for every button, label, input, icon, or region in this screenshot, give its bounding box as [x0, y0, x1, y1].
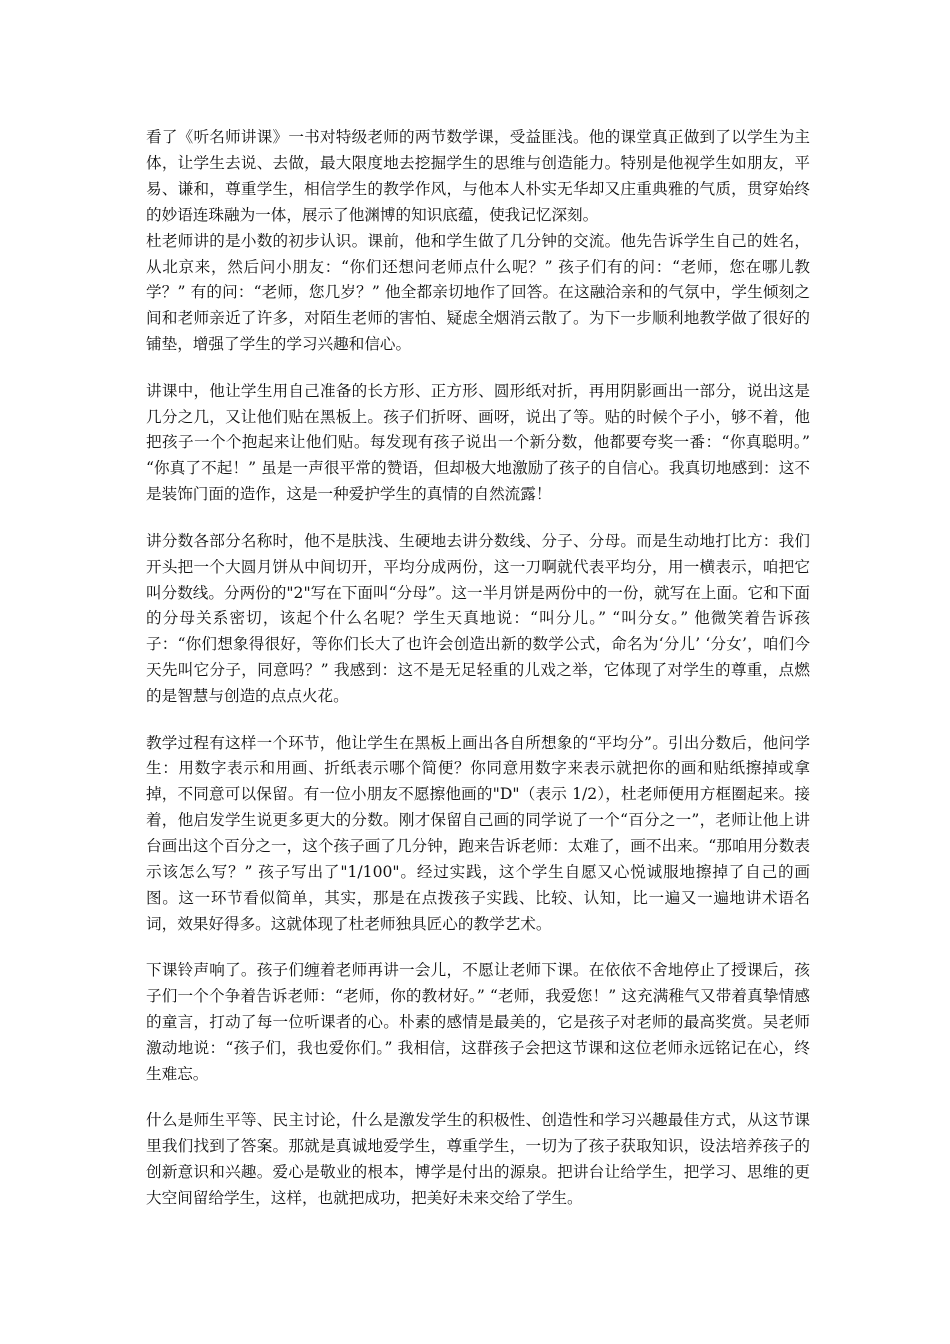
paragraph-class-opening: 杜老师讲的是小数的初步认识。课前，他和学生做了几分钟的交流。他先告诉学生自己的姓名，从北京来，然后问小朋友：“你们还想问老师点什么呢？” 孩子们有的问：“老师，您在哪儿教学？” 有的问：“老师，您几岁？” 他全都亲切地作了回答。在这融洽亲和的气氛中，学生倾刻之间和老师亲近了许多，对陌生老师的害怕、疑虑全烟消云散了。为下一步顺利地教学做了很好的铺垫，增强了学生的学习兴趣和信心。	[146, 231, 810, 354]
paragraph-class-end: 下课铃声响了。孩子们缠着老师再讲一会儿，不愿让老师下课。在依依不舍地停止了授课后，孩子们一个个争着告诉老师：“老师，你的教材好。” “老师，我爱您！” 这充满稚气又带着真挚情感的童言，打动了每一位听课者的心。朴素的感情是最美的，它是孩子对老师的最高奖赏。吴老师激动地说：“孩子们，我也爱你们。” 我相信，这群孩子会把这节课和这位老师永远铭记在心，终生难忘。	[146, 961, 810, 1083]
paragraph-intro: 看了《听名师讲课》一书对特级老师的两节数学课，受益匪浅。他的课堂真正做到了以学生为主体，让学生去说、去做，最大限度地去挖掘学生的思维与创造能力。特别是他视学生如朋友，平易、谦和，尊重学生，相信学生的教学作风，与他本人朴实无华却又庄重典雅的气质，贯穿始终的妙语连珠融为一体，展示了他渊博的知识底蕴，使我记忆深刻。	[146, 128, 810, 224]
paragraph-folding-activity: 讲课中，他让学生用自己准备的长方形、正方形、圆形纸对折，再用阴影画出一部分，说出这是几分之几，又让他们贴在黑板上。孩子们折呀、画呀，说出了等。贴的时候个子小，够不着，他把孩子一个个抱起来让他们贴。每发现有孩子说出一个新分数，他都要夸奖一番：“你真聪明。” “你真了不起！” 虽是一声很平常的赞语，但却极大地激励了孩子的自信心。我真切地感到：这不是装饰门面的造作，这是一种爱护学生的真情的自然流露！	[146, 381, 810, 504]
paragraph-average-division: 教学过程有这样一个环节，他让学生在黑板上画出各自所想象的“平均分”。引出分数后，他问学生：用数字表示和用画、折纸表示哪个简便？你同意用数字来表示就把你的画和贴纸擦掉或拿掉，不同意可以保留。有一位小朋友不愿擦他画的"D"（表示 1/2），杜老师便用方框圈起来。接着，他启发学生说更多更大的分数。刚才保留自己画的同学说了一个“百分之一”，老师让他上讲台画出这个百分之一，这个孩子画了几分钟，跑来告诉老师：太难了，画不出来。“那咱用分数表示该怎么写？” 孩子写出了"1/100"。经过实践，这个学生自愿又心悦诚服地擦掉了自己的画图。这一环节看似简单，其实，那是在点拨孩子实践、比较、认知，比一遍又一遍地讲术语名词，效果好得多。这就体现了杜老师独具匠心的教学艺术。	[146, 733, 810, 933]
paragraph-fraction-names: 讲分数各部分名称时，他不是肤浅、生硬地去讲分数线、分子、分母。而是生动地打比方：我们开头把一个大圆月饼从中间切开，平均分成两份，这一刀啊就代表平均分，用一横表示，咱把它叫分数线。分两份的"2"写在下面叫“分母”。这一半月饼是两份中的一份，就写在上面。它和下面的分母关系密切，该起个什么名呢？学生天真地说：“叫分儿。” “叫分女。” 他微笑着告诉孩子：“你们想象得很好，等你们长大了也许会创造出新的数学公式，命名为‘分儿’ ‘分女’，咱们今天先叫它分子，同意吗？” 我感到：这不是无足轻重的儿戏之举，它体现了对学生的尊重，点燃的是智慧与创造的点点火花。	[146, 531, 810, 706]
document-body	[146, 125, 810, 1212]
paragraph-conclusion: 什么是师生平等、民主讨论，什么是激发学生的积极性、创造性和学习兴趣最佳方式，从这节课里我们找到了答案。那就是真诚地爱学生，尊重学生，一切为了孩子获取知识，设法培养孩子的创新意识和兴趣。爱心是敬业的根本，博学是付出的源泉。把讲台让给学生，把学习、思维的更大空间留给学生，这样，也就把成功，把美好未来交给了学生。	[146, 1111, 810, 1208]
